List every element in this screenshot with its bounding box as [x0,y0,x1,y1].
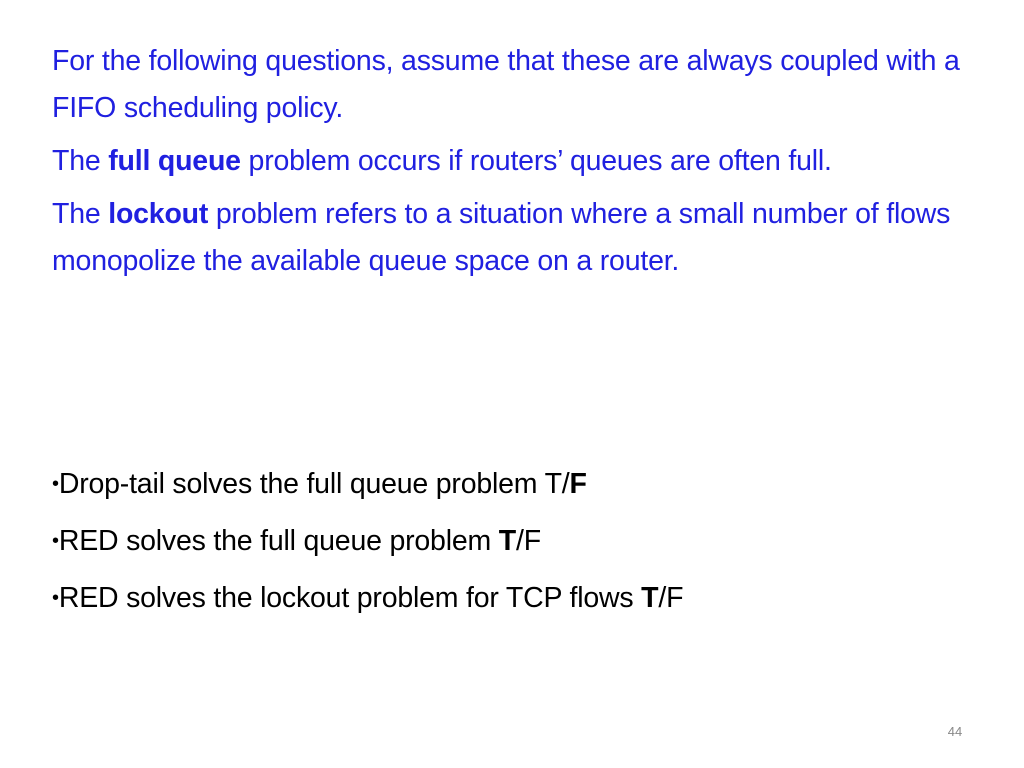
option-false-answer: F [569,468,587,500]
full-queue-definition: problem occurs if routers’ queues are often full. [240,145,832,177]
question-text: RED solves the full queue problem [58,525,499,557]
option-true-answer: T [498,525,516,557]
question-list [52,456,1002,627]
question-text: Drop-tail solves the full queue problem [58,468,545,500]
intro-text [52,38,1002,291]
bullet-icon: • [52,473,59,495]
bullet-icon: • [52,530,59,552]
option-false: F [523,525,541,557]
option-separator: / [515,525,524,557]
option-separator: / [658,582,667,614]
page-number: 44 [947,724,963,739]
intro-paragraph-lockout [52,191,1002,285]
question-red-full-queue [52,513,1002,570]
option-false: F [666,582,684,614]
intro-fifo-text: For the following questions, assume that these are always coupled with a FIFO scheduling policy. [52,45,960,124]
lockout-definition: problem refers to a situation where a small number of flows monopolize the available queue space on a router. [52,198,951,277]
option-separator: / [561,468,570,500]
option-true-answer: T [641,582,659,614]
question-red-lockout [52,570,1002,627]
option-true: T [544,468,562,500]
lockout-term: lockout [108,198,209,230]
bullet-icon: • [52,587,59,609]
lockout-prefix: The [52,198,109,230]
intro-paragraph-full-queue [52,138,1002,185]
question-drop-tail-full-queue [52,456,1002,513]
full-queue-term: full queue [108,145,241,177]
intro-paragraph-fifo [52,38,1002,132]
question-text: RED solves the lockout problem for TCP flows [58,582,642,614]
full-queue-prefix: The [52,145,109,177]
